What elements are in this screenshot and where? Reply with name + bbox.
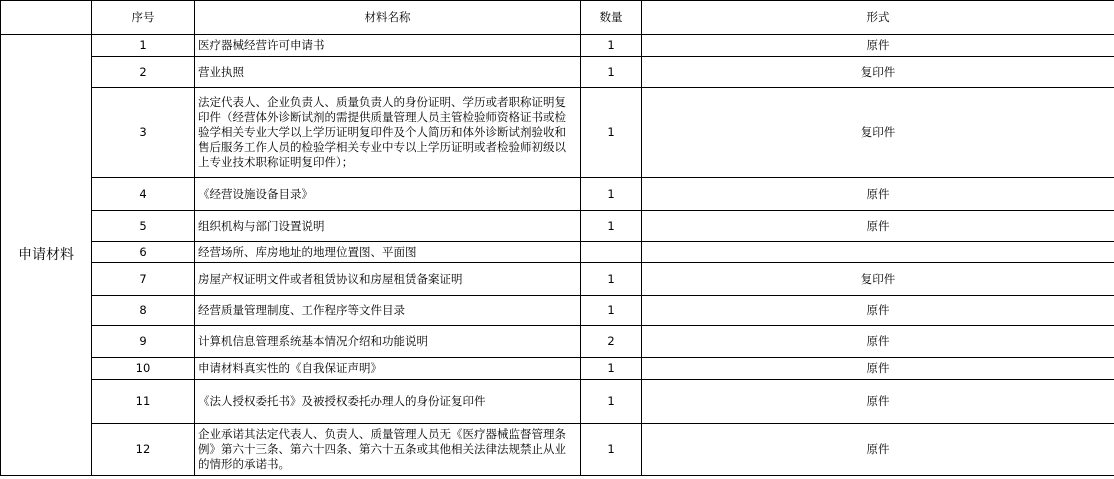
row-qty: 1 (581, 296, 642, 326)
row-name: 计算机信息管理系统基本情况介绍和功能说明 (195, 326, 581, 358)
row-qty: 1 (581, 263, 642, 296)
table-row (1, 326, 1114, 358)
table-row (1, 35, 1114, 57)
header-name: 材料名称 (195, 1, 581, 35)
row-no: 8 (92, 296, 195, 326)
table-row (1, 178, 1114, 211)
table-row (1, 424, 1114, 476)
row-no: 3 (92, 88, 195, 178)
row-form: 复印件 (642, 88, 1114, 178)
row-name: 营业执照 (195, 57, 581, 88)
row-name: 经营场所、库房地址的地理位置图、平面图 (195, 242, 581, 263)
row-form: 原件 (642, 326, 1114, 358)
row-name: 《法人授权委托书》及被授权委托办理人的身份证复印件 (195, 380, 581, 424)
row-no: 5 (92, 211, 195, 242)
row-form: 原件 (642, 296, 1114, 326)
row-name: 《经营设施设备目录》 (195, 178, 581, 211)
row-no: 6 (92, 242, 195, 263)
row-form: 原件 (642, 178, 1114, 211)
row-no: 10 (92, 358, 195, 380)
row-qty: 1 (581, 211, 642, 242)
row-qty: 1 (581, 88, 642, 178)
row-qty: 1 (581, 178, 642, 211)
row-name: 法定代表人、企业负责人、质量负责人的身份证明、学历或者职称证明复印件（经营体外诊断试剂的需提供质量管理人员主管检验师资格证书或检验学相关专业大学以上学历证明复印件及个人简历和体外诊断试剂验收和售后服务工作人员的检验学相关专业中专以上学历证明或者检验师初级以上专业技术职称证明复印件）； (195, 88, 581, 178)
row-qty: 1 (581, 424, 642, 476)
table-row (1, 296, 1114, 326)
row-no: 2 (92, 57, 195, 88)
row-form: 原件 (642, 424, 1114, 476)
row-form: 原件 (642, 358, 1114, 380)
row-qty: 2 (581, 326, 642, 358)
row-no: 9 (92, 326, 195, 358)
row-no: 12 (92, 424, 195, 476)
row-no: 1 (92, 35, 195, 57)
row-form: 原件 (642, 211, 1114, 242)
row-no: 7 (92, 263, 195, 296)
row-qty: 1 (581, 57, 642, 88)
row-no: 4 (92, 178, 195, 211)
table-row (1, 242, 1114, 263)
table-row (1, 88, 1114, 178)
row-form: 复印件 (642, 263, 1114, 296)
category-cell: 申请材料 (1, 35, 92, 476)
row-qty (581, 242, 642, 263)
row-qty: 1 (581, 35, 642, 57)
row-form: 复印件 (642, 57, 1114, 88)
row-qty: 1 (581, 380, 642, 424)
header-no: 序号 (92, 1, 195, 35)
header-form: 形式 (642, 1, 1114, 35)
row-name: 房屋产权证明文件或者租赁协议和房屋租赁备案证明 (195, 263, 581, 296)
row-name: 医疗器械经营许可申请书 (195, 35, 581, 57)
row-name: 企业承诺其法定代表人、负责人、质量管理人员无《医疗器械监督管理条例》第六十三条、第六十四条、第六十五条或其他相关法律法规禁止从业的情形的承诺书。 (195, 424, 581, 476)
row-form (642, 242, 1114, 263)
header-qty: 数量 (581, 1, 642, 35)
row-form: 原件 (642, 35, 1114, 57)
table-row (1, 263, 1114, 296)
row-name: 组织机构与部门设置说明 (195, 211, 581, 242)
row-form: 原件 (642, 380, 1114, 424)
header-row (1, 1, 1114, 35)
row-name: 申请材料真实性的《自我保证声明》 (195, 358, 581, 380)
table-row (1, 358, 1114, 380)
table-row (1, 211, 1114, 242)
row-no: 11 (92, 380, 195, 424)
table-row (1, 380, 1114, 424)
row-qty: 1 (581, 358, 642, 380)
table-row (1, 57, 1114, 88)
category-header (1, 1, 92, 35)
row-name: 经营质量管理制度、工作程序等文件目录 (195, 296, 581, 326)
